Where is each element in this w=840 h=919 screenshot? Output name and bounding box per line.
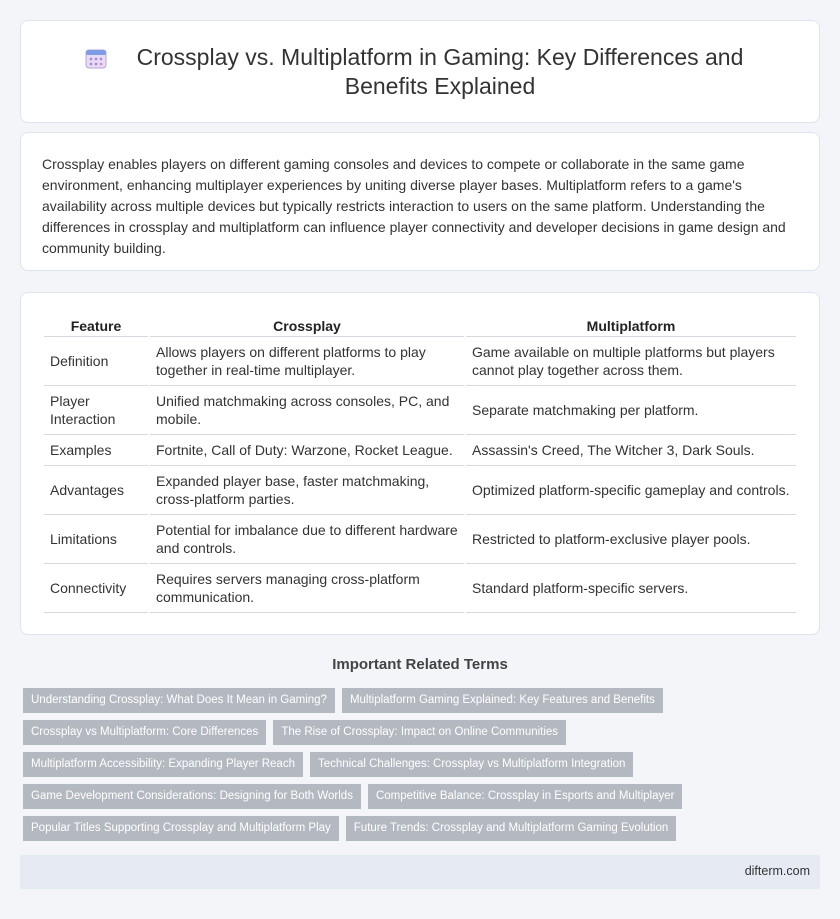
related-term-link[interactable]: Popular Titles Supporting Crossplay and Multiplatform Play bbox=[23, 816, 339, 841]
multiplatform-cell: Game available on multiple platforms but players cannot play together across them. bbox=[466, 337, 796, 386]
related-term-link[interactable]: Technical Challenges: Crossplay vs Multiplatform Integration bbox=[310, 752, 633, 777]
crossplay-cell: Allows players on different platforms to play together in real-time multiplayer. bbox=[150, 337, 464, 386]
crossplay-cell: Requires servers managing cross-platform communication. bbox=[150, 564, 464, 613]
multiplatform-cell: Assassin's Creed, The Witcher 3, Dark Souls. bbox=[466, 435, 796, 466]
table-row bbox=[44, 337, 796, 386]
related-terms-list bbox=[23, 688, 813, 848]
related-term-link[interactable]: Game Development Considerations: Designing for Both Worlds bbox=[23, 784, 361, 809]
header-multiplatform: Multiplatform bbox=[466, 315, 796, 337]
multiplatform-cell: Optimized platform-specific gameplay and controls. bbox=[466, 466, 796, 515]
crossplay-cell: Expanded player base, faster matchmaking, cross-platform parties. bbox=[150, 466, 464, 515]
multiplatform-cell: Separate matchmaking per platform. bbox=[466, 386, 796, 435]
feature-cell: Definition bbox=[44, 337, 148, 386]
multiplatform-cell: Standard platform-specific servers. bbox=[466, 564, 796, 613]
crossplay-cell: Unified matchmaking across consoles, PC, and mobile. bbox=[150, 386, 464, 435]
related-term-link[interactable]: Competitive Balance: Crossplay in Esports and Multiplayer bbox=[368, 784, 683, 809]
table-row bbox=[44, 386, 796, 435]
related-term-link[interactable]: The Rise of Crossplay: Impact on Online Communities bbox=[273, 720, 566, 745]
feature-cell: Examples bbox=[44, 435, 148, 466]
feature-cell: Connectivity bbox=[44, 564, 148, 613]
comparison-table bbox=[42, 315, 798, 613]
comparison-card bbox=[20, 292, 820, 635]
related-term-link[interactable]: Future Trends: Crossplay and Multiplatform Gaming Evolution bbox=[346, 816, 676, 841]
multiplatform-cell: Restricted to platform-exclusive player pools. bbox=[466, 515, 796, 564]
related-term-link[interactable]: Crossplay vs Multiplatform: Core Differences bbox=[23, 720, 266, 745]
intro-card bbox=[20, 132, 820, 271]
related-terms-title: Important Related Terms bbox=[332, 656, 508, 673]
title-card bbox=[20, 20, 820, 123]
page-title: Crossplay vs. Multiplatform in Gaming: Key Differences and Benefits Explained bbox=[136, 44, 744, 99]
crossplay-cell: Potential for imbalance due to different hardware and controls. bbox=[150, 515, 464, 564]
table-header-row bbox=[44, 315, 796, 337]
crossplay-cell: Fortnite, Call of Duty: Warzone, Rocket League. bbox=[150, 435, 464, 466]
intro-paragraph: Crossplay enables players on different gaming consoles and devices to compete or collaborate in the same game environment, enhancing multiplayer experiences by uniting diverse player bases. Multiplatform refers to a game's availability across multiple devices but typically restricts interaction to users on the same platform. Understanding the differences in crossplay and multiplatform can influence player connectivity and developer decisions in game design and community building. bbox=[42, 156, 786, 256]
footer-site-name: difterm.com bbox=[744, 864, 810, 878]
header-feature: Feature bbox=[44, 315, 148, 337]
table-row bbox=[44, 564, 796, 613]
header-crossplay: Crossplay bbox=[150, 315, 464, 337]
table-row bbox=[44, 435, 796, 466]
feature-cell: Limitations bbox=[44, 515, 148, 564]
footer-bar bbox=[20, 855, 820, 889]
related-term-link[interactable]: Multiplatform Gaming Explained: Key Features and Benefits bbox=[342, 688, 663, 713]
table-row bbox=[44, 515, 796, 564]
related-term-link[interactable]: Multiplatform Accessibility: Expanding Player Reach bbox=[23, 752, 303, 777]
feature-cell: Player Interaction bbox=[44, 386, 148, 435]
feature-cell: Advantages bbox=[44, 466, 148, 515]
related-term-link[interactable]: Understanding Crossplay: What Does It Mean in Gaming? bbox=[23, 688, 335, 713]
table-row bbox=[44, 466, 796, 515]
